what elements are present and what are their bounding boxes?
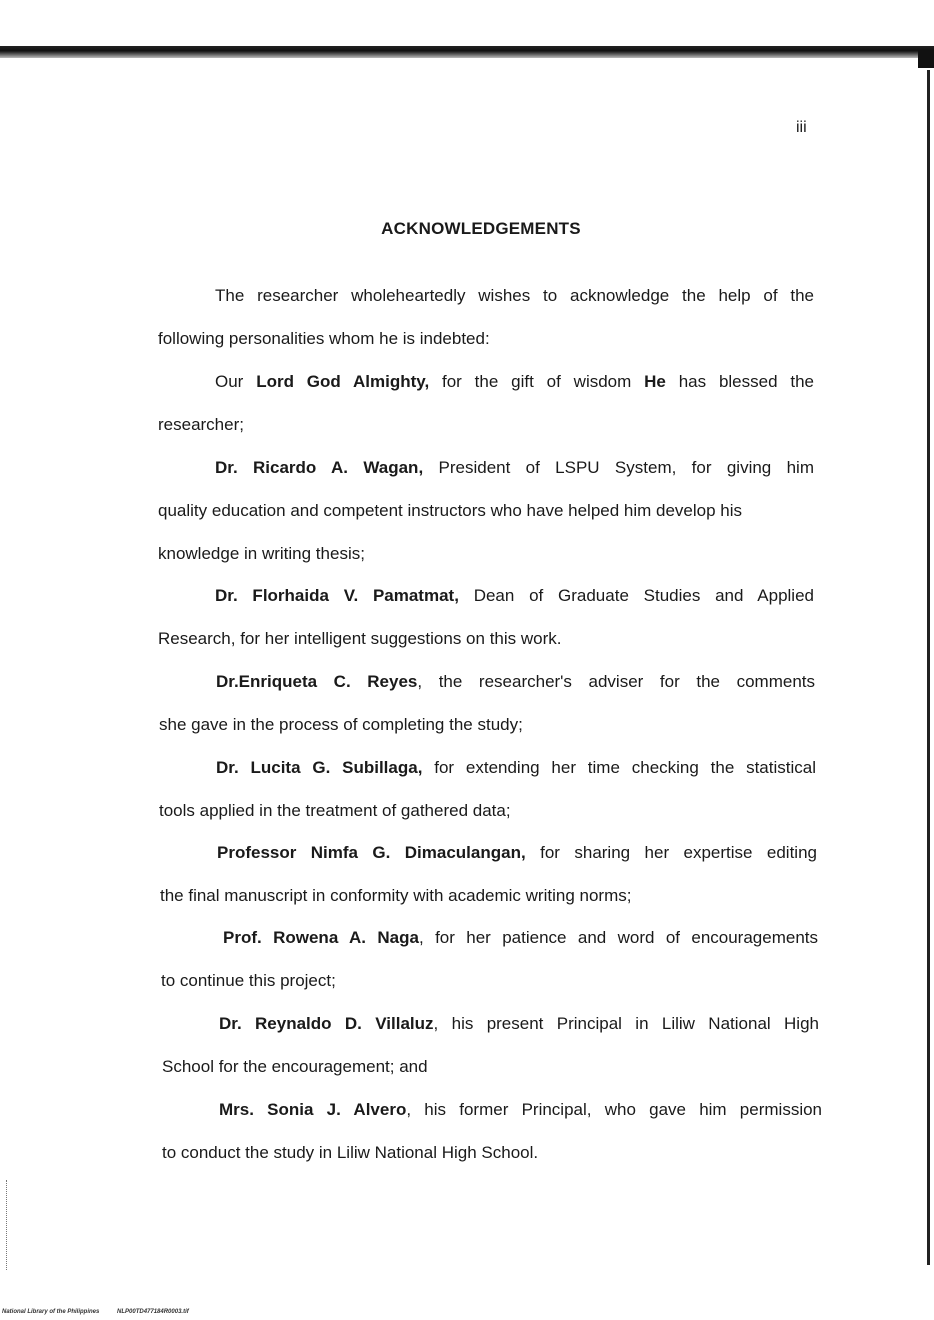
acknowledged-name: Dr. Florhaida V. Pamatmat, (215, 586, 459, 605)
page-number: iii (796, 119, 807, 136)
paragraph-text: for the gift of wisdom (429, 372, 645, 391)
paragraph-line: she gave in the process of completing the study; (159, 715, 523, 734)
acknowledged-name: Professor Nimfa G. Dimaculangan, (217, 843, 526, 862)
paragraph-text: has blessed the (665, 372, 815, 391)
paragraph-wagan (158, 446, 814, 575)
paragraph-reyes (159, 660, 815, 746)
footer-library: National Library of the Philippines (2, 1309, 100, 1315)
paragraph-line: quality education and competent instructors who have helped him develop his (158, 501, 743, 520)
paragraph-line: knowledge in writing thesis; (158, 544, 365, 563)
acknowledged-name: Dr.Enriqueta C. Reyes (216, 672, 418, 691)
acknowledged-name: Prof. Rowena A. Naga (223, 928, 419, 947)
paragraph-text: , for her patience and word of encouragements (418, 928, 819, 947)
paragraph-text: , his present Principal in Liliw National High (433, 1014, 819, 1033)
acknowledged-name: Lord God Almighty, (256, 372, 430, 391)
acknowledged-name: Mrs. Sonia J. Alvero (219, 1100, 407, 1119)
paragraph-alvero (162, 1088, 822, 1174)
paragraph-naga (161, 916, 818, 1002)
paragraph-text: President of LSPU System, for giving him (423, 458, 814, 477)
paragraph-line (162, 1088, 822, 1131)
paragraph-text: Our (215, 372, 257, 391)
paragraph-line: to conduct the study in Liliw National High School. (162, 1143, 539, 1162)
page-title: ACKNOWLEDGEMENTS (381, 219, 581, 238)
paragraph-text: , the researcher's adviser for the comments (417, 672, 815, 691)
footer-file-id: NLP00TD477184R0003.tif (117, 1309, 189, 1315)
scan-border-right (927, 70, 930, 1265)
paragraph-intro (158, 274, 814, 360)
paragraph-villaluz (162, 1002, 819, 1088)
paragraph-dimaculangan (160, 831, 817, 917)
scan-footer (2, 1309, 205, 1315)
paragraph-line (161, 916, 818, 959)
paragraph-line (162, 1002, 819, 1045)
paragraph-line (160, 831, 817, 874)
paragraph-text: Dean of Graduate Studies and Applied (458, 586, 814, 605)
paragraph-text: for extending her time checking the statistical (422, 758, 816, 777)
paragraph-lord (158, 360, 814, 446)
scan-noise-left (6, 1180, 17, 1270)
paragraph-text: , his former Principal, who gave him permission (406, 1100, 823, 1119)
paragraph-line (159, 746, 816, 789)
acknowledged-name: Dr. Ricardo A. Wagan, (215, 458, 424, 477)
paragraph-line (158, 574, 814, 617)
paragraph-subillaga (159, 746, 816, 832)
scan-border-top (0, 46, 934, 58)
paragraph-line: researcher; (158, 415, 244, 434)
paragraph-line (159, 660, 815, 703)
emphasis-text: He (644, 372, 666, 391)
paragraph-line: to continue this project; (161, 971, 336, 990)
paragraph-line: tools applied in the treatment of gathered data; (159, 801, 511, 820)
paragraph-line: the final manuscript in conformity with academic writing norms; (160, 886, 632, 905)
scan-border-corner (918, 50, 934, 68)
acknowledged-name: Dr. Lucita G. Subillaga, (216, 758, 423, 777)
paragraph-pamatmat (158, 574, 814, 660)
paragraph-line (158, 360, 814, 403)
paragraph-line (158, 274, 814, 317)
paragraph-line: following personalities whom he is indebted: (158, 329, 490, 348)
paragraph-line: Research, for her intelligent suggestions on this work. (158, 629, 562, 648)
paragraph-line (158, 446, 814, 489)
paragraph-text: The researcher wholeheartedly wishes to acknowledge the help of the (215, 286, 814, 305)
paragraph-text: for sharing her expertise editing (525, 843, 817, 862)
paragraph-line: School for the encouragement; and (162, 1057, 428, 1076)
acknowledged-name: Dr. Reynaldo D. Villaluz (219, 1014, 434, 1033)
